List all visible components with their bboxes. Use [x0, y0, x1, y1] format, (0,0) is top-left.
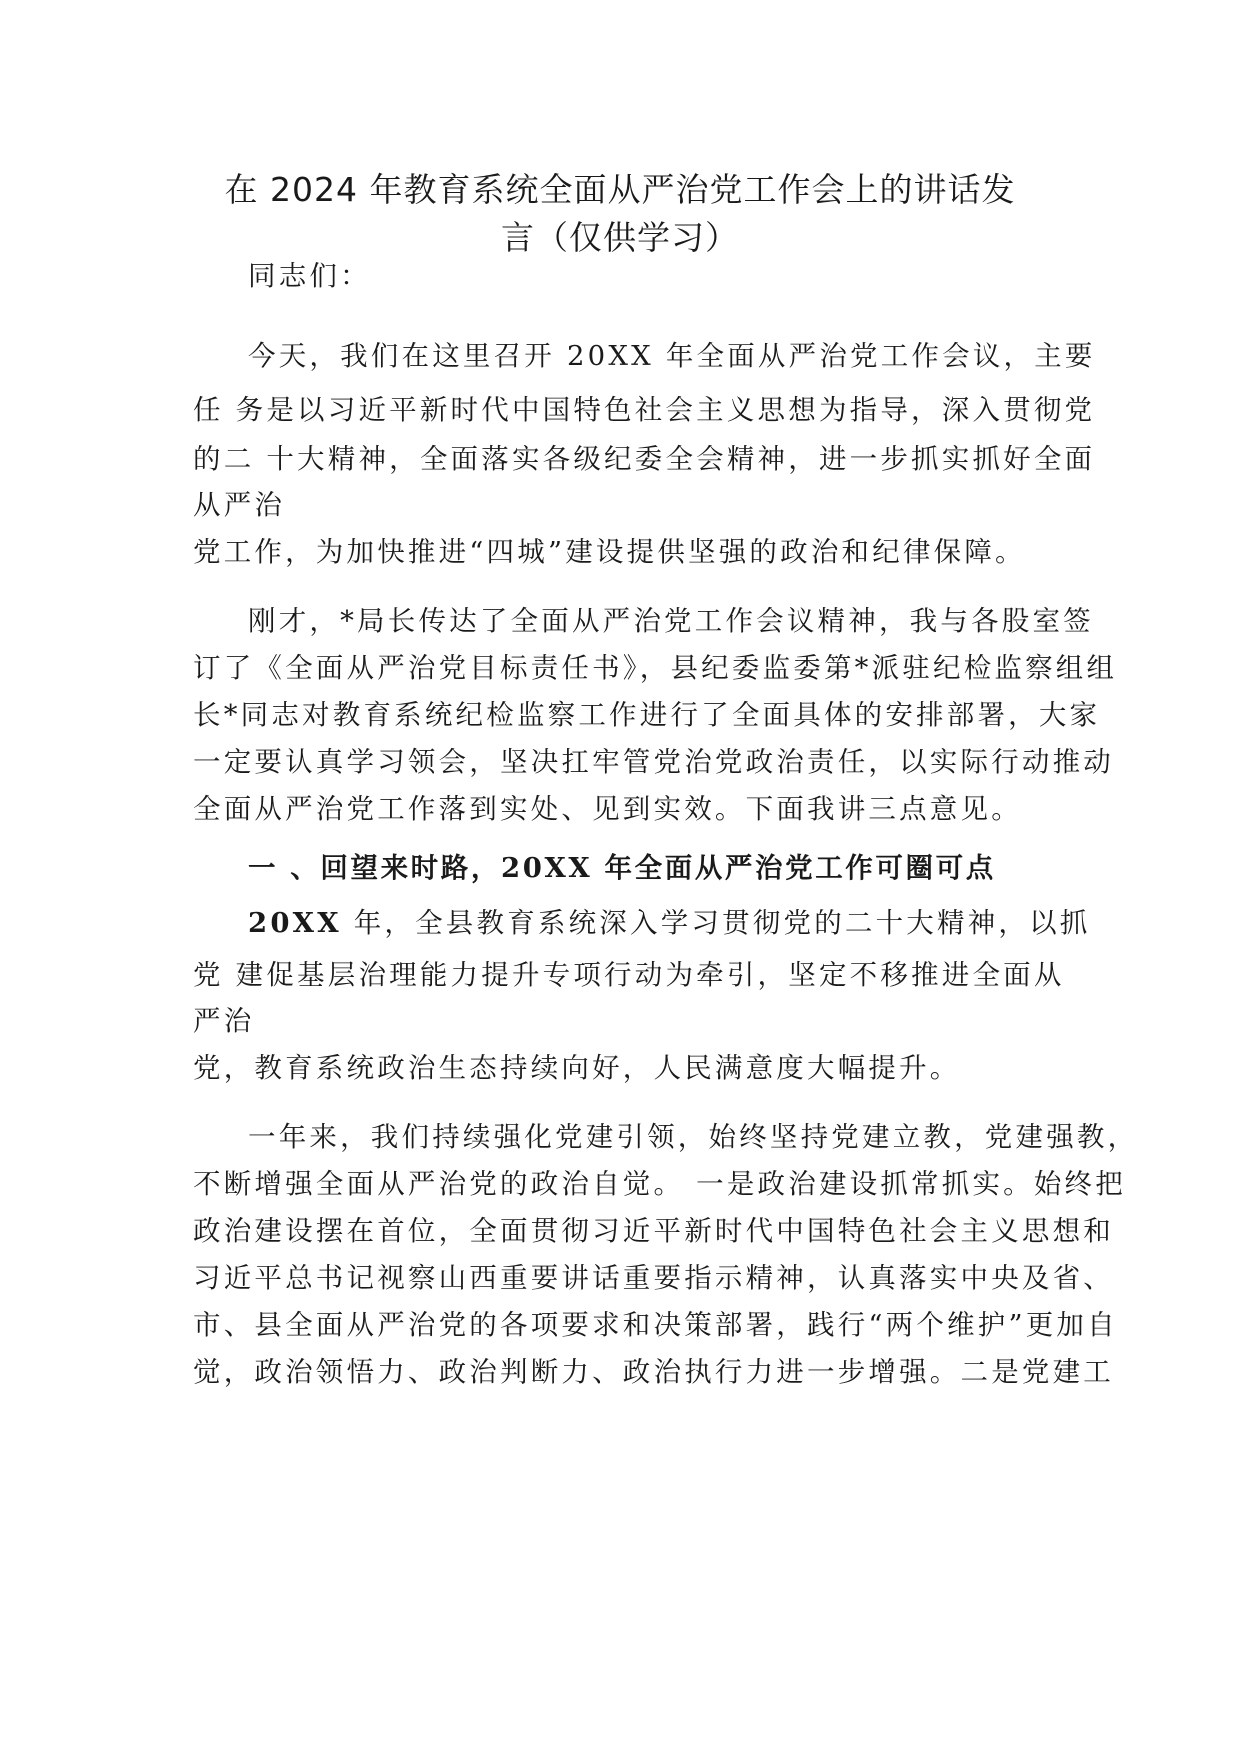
para4-line-2: 不断增强全面从严治党的政治自觉。 一是政治建设抓常抓实。始终把 [193, 1168, 1126, 1200]
para2-line-3: 长*同志对教育系统纪检监察工作进行了全面具体的安排部署，大家 [193, 699, 1101, 731]
para4-line-4: 习近平总书记视察山西重要讲话重要指示精神，认真落实中央及省、 [193, 1262, 1114, 1294]
section-heading-1: 一 、回望来时路，20XX 年全面从严治党工作可圈可点 [248, 852, 996, 884]
para2-line-4: 一定要认真学习领会，坚决扛牢管党治党政治责任，以实际行动推动 [193, 746, 1114, 778]
para3-year-lead: 20XX [248, 907, 342, 939]
para3-line-4: 党，教育系统政治生态持续向好，人民满意度大幅提升。 [193, 1052, 961, 1084]
para2-line-1: 刚才，*局长传达了全面从严治党工作会议精神，我与各股室签 [248, 605, 1094, 637]
para3-line-3: 严治 [193, 1005, 255, 1037]
para3-line-1 [248, 905, 1091, 941]
para3-line-2: 党 建促基层治理能力提升专项行动为牵引，坚定不移推进全面从 [193, 959, 1065, 991]
para1-line-3: 的二 十大精神，全面落实各级纪委全会精神，进一步抓实抓好全面 [193, 443, 1096, 475]
para1-line-5: 党工作，为加快推进“四城”建设提供坚强的政治和纪律保障。 [193, 536, 1026, 568]
para4-line-3: 政治建设摆在首位，全面贯彻习近平新时代中国特色社会主义思想和 [193, 1215, 1114, 1247]
para2-line-5: 全面从严治党工作落到实处、见到实效。下面我讲三点意见。 [193, 793, 1022, 825]
para4-line-6: 觉，政治领悟力、政治判断力、政治执行力进一步增强。二是党建工 [193, 1356, 1114, 1388]
para2-line-2: 订了《全面从严治党目标责任书》，县纪委监委第*派驻纪检监察组组 [193, 652, 1118, 684]
document-title-line-1: 在 2024 年教育系统全面从严治党工作会上的讲话发 [224, 170, 1016, 209]
salutation: 同志们： [248, 260, 371, 292]
para4-line-5: 市、县全面从严治党的各项要求和决策部署，践行“两个维护”更加自 [193, 1309, 1118, 1341]
para1-line-2: 任 务是以习近平新时代中国特色社会主义思想为指导，深入贯彻党 [193, 394, 1096, 426]
para3-line-1-text: 年，全县教育系统深入学习贯彻党的二十大精神，以抓 [341, 907, 1091, 939]
para1-line-1: 今天，我们在这里召开 20XX 年全面从严治党工作会议，主要 [248, 340, 1096, 372]
para4-line-1: 一年来，我们持续强化党建引领，始终坚持党建立教，党建强教， [248, 1121, 1139, 1153]
document-title-line-2: 言（仅供学习） [501, 218, 739, 257]
para1-line-4: 从严治 [193, 489, 286, 521]
